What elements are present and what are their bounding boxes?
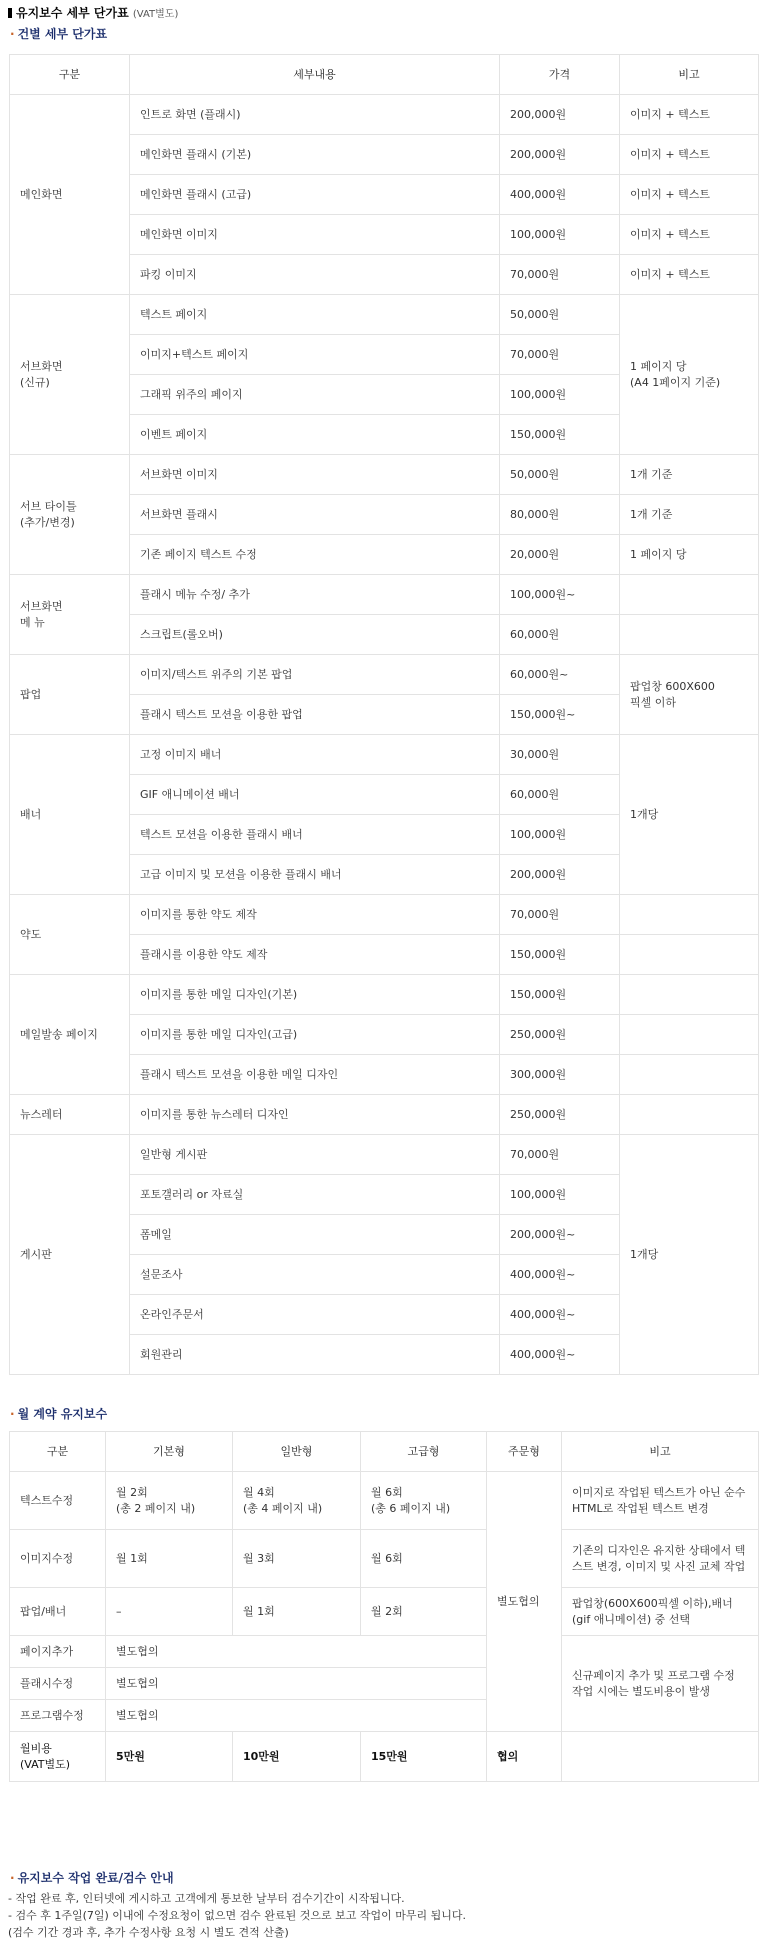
price-cell: 60,000원 [500,615,620,655]
note-cell [562,1732,759,1782]
note-cell: 1개 기준 [620,495,759,535]
vat-note: (VAT별도) [132,9,179,20]
note-cell: 이미지 + 텍스트 [620,95,759,135]
fee-premium-cell: 15만원 [361,1732,487,1782]
table-row [10,975,759,1015]
column-header: 구분 [10,55,130,95]
section-title-inspection: · 유지보수 작업 완료/검수 안내 [10,1871,174,1885]
note-line: (검수 기간 경과 후, 추가 수정사항 요청 시 별도 견적 산출) [8,1926,289,1939]
price-cell: 200,000원 [500,135,620,175]
detail-cell: 이미지를 통한 뉴스레터 디자인 [130,1095,500,1135]
column-header: 가격 [500,55,620,95]
note-cell: 팝업창 600X600 픽셀 이하 [620,655,759,735]
column-header: 비고 [620,55,759,95]
column-header: 기본형 [106,1432,233,1472]
detail-cell: 설문조사 [130,1255,500,1295]
column-header: 세부내용 [130,55,500,95]
note-cell: 이미지 + 텍스트 [620,255,759,295]
note-cell: 이미지 + 텍스트 [620,135,759,175]
price-cell: 70,000원 [500,335,620,375]
note-cell: 기존의 디자인은 유지한 상태에서 텍스트 변경, 이미지 및 사진 교체 작업 [562,1530,759,1588]
table-row [10,1135,759,1175]
detail-cell: 플래시 메뉴 수정/ 추가 [130,575,500,615]
detail-cell: 고급 이미지 및 모션을 이용한 플래시 배너 [130,855,500,895]
row-label-cell: 이미지수정 [10,1530,106,1588]
table-row [10,1095,759,1135]
detail-cell: 회원관리 [130,1335,500,1375]
detail-cell: 폼메일 [130,1215,500,1255]
table-row [10,295,759,335]
per-item-price-table [9,54,759,1375]
column-header: 일반형 [233,1432,361,1472]
monthly-maintenance-table [9,1431,759,1782]
row-label-cell: 프로그램수정 [10,1700,106,1732]
detail-cell: GIF 애니메이션 배너 [130,775,500,815]
note-cell [620,935,759,975]
price-cell: 70,000원 [500,1135,620,1175]
detail-cell: 플래시를 이용한 약도 제작 [130,935,500,975]
table-header-row [10,1432,759,1472]
detail-cell: 플래시 텍스트 모션을 이용한 메일 디자인 [130,1055,500,1095]
note-cell [620,1055,759,1095]
price-cell: 100,000원 [500,815,620,855]
detail-cell: 일반형 게시판 [130,1135,500,1175]
plan-basic-cell: – [106,1588,233,1636]
column-header: 주문형 [487,1432,562,1472]
price-cell: 100,000원 [500,215,620,255]
detail-cell: 텍스트 모션을 이용한 플래시 배너 [130,815,500,855]
table-row [10,1530,759,1588]
price-cell: 80,000원 [500,495,620,535]
plan-premium-cell: 월 2회 [361,1588,487,1636]
price-cell: 70,000원 [500,895,620,935]
category-cell: 게시판 [10,1135,130,1375]
value-cell: 별도협의 [106,1636,487,1668]
category-cell: 서브화면 (신규) [10,295,130,455]
plan-basic-cell: 월 1회 [106,1530,233,1588]
price-cell: 100,000원~ [500,575,620,615]
table-row [10,1588,759,1636]
row-label-cell: 플래시수정 [10,1668,106,1700]
note-cell: 1개당 [620,1135,759,1375]
table-row [10,1472,759,1530]
detail-cell: 기존 페이지 텍스트 수정 [130,535,500,575]
detail-cell: 서브화면 이미지 [130,455,500,495]
price-cell: 50,000원 [500,455,620,495]
plan-premium-cell: 월 6회 (총 6 페이지 내) [361,1472,487,1530]
category-cell: 메일발송 페이지 [10,975,130,1095]
detail-cell: 포토갤러리 or 자료실 [130,1175,500,1215]
detail-cell: 파킹 이미지 [130,255,500,295]
note-line: - 작업 완료 후, 인터넷에 게시하고 고객에게 통보한 날부터 검수기간이 시작됩니다. [8,1892,405,1905]
detail-cell: 이벤트 페이지 [130,415,500,455]
note-line: - 검수 후 1주일(7일) 이내에 수정요청이 없으면 검수 완료된 것으로 보고 작업이 마무리 됩니다. [8,1909,467,1922]
fee-custom-cell: 협의 [487,1732,562,1782]
detail-cell: 그래픽 위주의 페이지 [130,375,500,415]
note-cell: 신규페이지 추가 및 프로그램 수정 작업 시에는 별도비용이 발생 [562,1636,759,1732]
price-cell: 200,000원 [500,855,620,895]
column-header: 고급형 [361,1432,487,1472]
detail-cell: 이미지를 통한 약도 제작 [130,895,500,935]
table-row [10,895,759,935]
note-cell [620,575,759,615]
table-row [10,735,759,775]
detail-cell: 이미지+텍스트 페이지 [130,335,500,375]
price-cell: 400,000원 [500,175,620,215]
note-cell: 이미지 + 텍스트 [620,215,759,255]
category-cell: 배너 [10,735,130,895]
detail-cell: 이미지를 통한 메일 디자인(고급) [130,1015,500,1055]
price-cell: 400,000원~ [500,1335,620,1375]
section-title-per-item: · 건별 세부 단가표 [10,27,108,41]
row-label-cell: 텍스트수정 [10,1472,106,1530]
category-cell: 팝업 [10,655,130,735]
plan-basic-cell: 월 2회 (총 2 페이지 내) [106,1472,233,1530]
page-title: 유지보수 세부 단가표 (VAT별도) [8,4,178,21]
note-cell: 1 페이지 당 (A4 1페이지 기준) [620,295,759,455]
price-cell: 400,000원~ [500,1255,620,1295]
detail-cell: 인트로 화면 (플래시) [130,95,500,135]
table-header-row [10,55,759,95]
price-cell: 150,000원 [500,415,620,455]
detail-cell: 이미지/텍스트 위주의 기본 팝업 [130,655,500,695]
price-cell: 300,000원 [500,1055,620,1095]
detail-cell: 온라인주문서 [130,1295,500,1335]
detail-cell: 메인화면 이미지 [130,215,500,255]
note-cell [620,1095,759,1135]
plan-normal-cell: 월 3회 [233,1530,361,1588]
table-row [10,655,759,695]
fee-label-cell: 월비용 (VAT별도) [10,1732,106,1782]
price-cell: 60,000원 [500,775,620,815]
price-cell: 20,000원 [500,535,620,575]
category-cell: 뉴스레터 [10,1095,130,1135]
detail-cell: 고정 이미지 배너 [130,735,500,775]
price-cell: 70,000원 [500,255,620,295]
row-label-cell: 페이지추가 [10,1636,106,1668]
note-cell [620,615,759,655]
category-cell: 서브화면 메 뉴 [10,575,130,655]
note-cell [620,895,759,935]
note-cell [620,975,759,1015]
detail-cell: 메인화면 플래시 (고급) [130,175,500,215]
price-cell: 200,000원 [500,95,620,135]
custom-plan-cell: 별도협의 [487,1472,562,1732]
plan-normal-cell: 월 1회 [233,1588,361,1636]
column-header: 비고 [562,1432,759,1472]
note-cell: 이미지로 작업된 텍스트가 아닌 순수 HTML로 작업된 텍스트 변경 [562,1472,759,1530]
price-cell: 100,000원 [500,1175,620,1215]
note-cell: 이미지 + 텍스트 [620,175,759,215]
price-cell: 150,000원 [500,975,620,1015]
price-cell: 250,000원 [500,1095,620,1135]
price-cell: 50,000원 [500,295,620,335]
detail-cell: 메인화면 플래시 (기본) [130,135,500,175]
table-row [10,95,759,135]
price-cell: 400,000원~ [500,1295,620,1335]
monthly-fee-row [10,1732,759,1782]
column-header: 구분 [10,1432,106,1472]
category-cell: 서브 타이틀 (추가/변경) [10,455,130,575]
detail-cell: 서브화면 플래시 [130,495,500,535]
price-cell: 200,000원~ [500,1215,620,1255]
table-row [10,1636,759,1668]
detail-cell: 스크립트(롤오버) [130,615,500,655]
price-cell: 60,000원~ [500,655,620,695]
price-cell: 30,000원 [500,735,620,775]
note-cell: 1개 기준 [620,455,759,495]
price-cell: 250,000원 [500,1015,620,1055]
inspection-notes [8,1890,466,1941]
row-label-cell: 팝업/배너 [10,1588,106,1636]
fee-basic-cell: 5만원 [106,1732,233,1782]
detail-cell: 텍스트 페이지 [130,295,500,335]
plan-normal-cell: 월 4회 (총 4 페이지 내) [233,1472,361,1530]
note-cell: 1개당 [620,735,759,895]
price-cell: 150,000원~ [500,695,620,735]
note-cell [620,1015,759,1055]
note-cell: 팝업창(600X600픽셀 이하),배너(gif 애니메이션) 중 선택 [562,1588,759,1636]
note-cell: 1 페이지 당 [620,535,759,575]
plan-premium-cell: 월 6회 [361,1530,487,1588]
price-cell: 100,000원 [500,375,620,415]
category-cell: 약도 [10,895,130,975]
value-cell: 별도협의 [106,1700,487,1732]
fee-normal-cell: 10만원 [233,1732,361,1782]
table-row [10,455,759,495]
detail-cell: 플래시 텍스트 모션을 이용한 팝업 [130,695,500,735]
category-cell: 메인화면 [10,95,130,295]
section-title-monthly: · 월 계약 유지보수 [10,1407,108,1421]
table-row [10,575,759,615]
value-cell: 별도협의 [106,1668,487,1700]
price-cell: 150,000원 [500,935,620,975]
detail-cell: 이미지를 통한 메일 디자인(기본) [130,975,500,1015]
